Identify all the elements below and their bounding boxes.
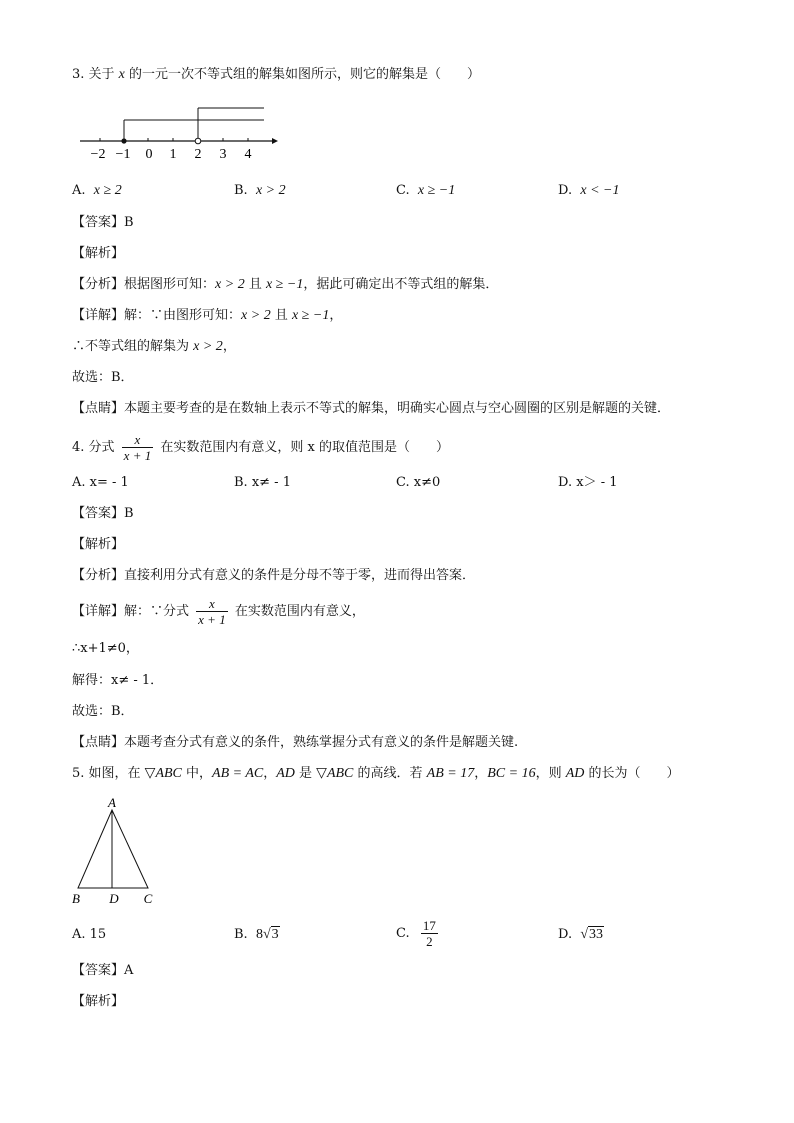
q4-option-d: D. x＞ - 1 <box>558 475 618 490</box>
q3-option-b: B. x > 2 <box>234 183 286 198</box>
triangle-abc <box>78 810 148 888</box>
vertex-label-d: D <box>109 891 119 906</box>
q5-analysis-heading: 【解析】 <box>72 994 125 1009</box>
q4-therefore: ∴x+1≠0， <box>72 641 139 656</box>
triangle-figure <box>66 794 166 906</box>
q5-option-d: D. √33 <box>558 927 604 942</box>
q4-choose: 故选：B． <box>72 704 134 719</box>
q4-fraction: $\frac{x}{x + 1}$ <box>123 432 152 463</box>
q4-option-c: C. x≠0 <box>396 475 441 490</box>
q5-option-b: B. 8√3 <box>234 927 279 942</box>
tick-label: 0 <box>145 147 153 162</box>
q4-fraction-2: $\frac{x}{x + 1}$ <box>198 596 226 627</box>
q4-fenxi: 【分析】直接利用分式有意义的条件是分母不等于零，进而得出答案． <box>72 568 476 583</box>
q3-stem-post: 的一元一次不等式组的解集如图所示，则它的解集是（ ） <box>124 67 481 82</box>
q3-therefore: ∴不等式组的解集为 x > 2， <box>72 339 236 354</box>
q5-stem: 5. 如图，在 ▽ABC 中，AB = AC，AD 是 ▽ABC 的高线．若 AB = 17，BC = 16，则 AD 的长为（ ） <box>72 766 680 781</box>
q4-answer: 【答案】B <box>72 506 134 521</box>
q3-analysis-heading: 【解析】 <box>72 246 125 261</box>
hollow-point-2 <box>195 138 201 144</box>
q4-option-b: B. x≠ - 1 <box>234 475 291 490</box>
vertex-label-c: C <box>143 891 153 906</box>
q5-answer: 【答案】A <box>72 963 134 978</box>
q4-stem: 4. 分式 $\frac{x}{x + 1}$ 在实数范围内有意义，则 x 的取值范围是（ ） <box>72 432 449 463</box>
number-line-figure <box>72 100 292 162</box>
q3-stem <box>72 66 480 84</box>
q4-xiangjie: 【详解】解：∵分式 $\frac{x}{x + 1}$ 在实数范围内有意义， <box>72 596 365 627</box>
tick-label: 2 <box>194 147 202 162</box>
q4-analysis-heading: 【解析】 <box>72 537 125 552</box>
q4-solve: 解得：x≠ - 1． <box>72 673 164 688</box>
tick-label: −1 <box>115 147 131 162</box>
q3-stem-var: x <box>118 67 125 82</box>
tick-label: 3 <box>219 147 227 162</box>
q5-option-a: A. 15 <box>72 927 107 942</box>
tick-label: 1 <box>169 147 177 162</box>
q4-option-a: A. x= - 1 <box>72 475 129 490</box>
vertex-label-b: B <box>72 891 80 906</box>
q3-xiangjie: 【详解】解：∵由图形可知：x > 2 且 x ≥ −1， <box>72 308 343 323</box>
q3-option-c: C. x ≥ −1 <box>396 183 456 198</box>
q3-fenxi: 【分析】根据图形可知：x > 2 且 x ≥ −1，据此可确定出不等式组的解集． <box>72 277 499 292</box>
q3-choose: 故选：B． <box>72 370 134 385</box>
tick-label: 4 <box>244 147 252 162</box>
q3-answer: 【答案】B <box>72 215 134 230</box>
solid-point-minus-1 <box>121 138 126 143</box>
q3-stem-pre: 3. 关于 <box>72 67 119 82</box>
q3-dianjing: 【点睛】本题主要考查的是在数轴上表示不等式的解集，明确实心圆点与空心圆圈的区别是解题的关键． <box>72 401 671 416</box>
q4-dianjing: 【点睛】本题考查分式有意义的条件，熟练掌握分式有意义的条件是解题关键. <box>72 735 519 750</box>
q5-option-c: C. $\frac{17}{2}$ <box>396 918 436 949</box>
q3-option-d: D. x < −1 <box>558 183 620 198</box>
vertex-label-a: A <box>108 795 116 810</box>
q3-option-a: A. x ≥ 2 <box>72 183 122 198</box>
tick-label: −2 <box>90 147 106 162</box>
